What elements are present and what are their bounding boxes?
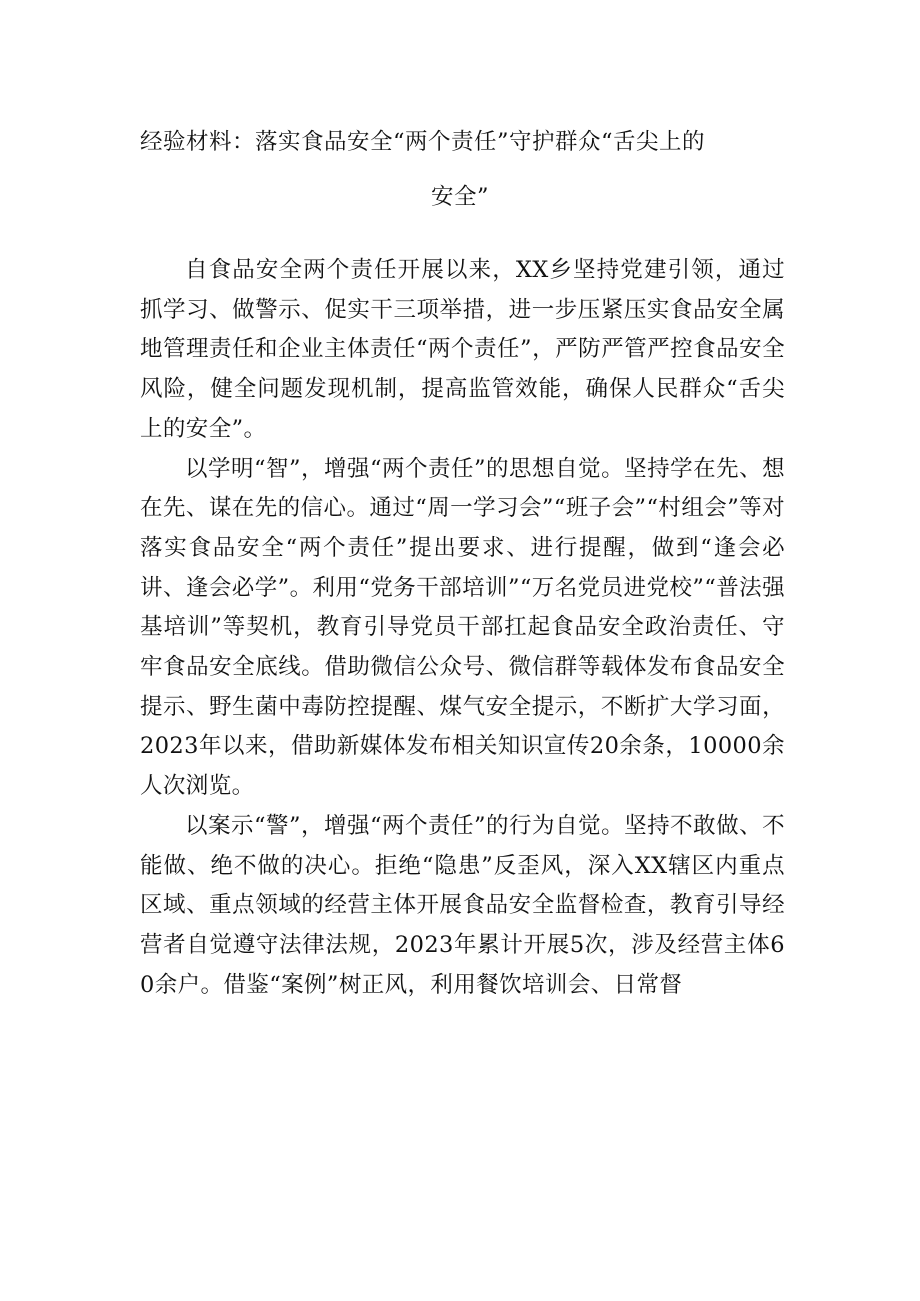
paragraph-intro: 自食品安全两个责任开展以来，XX乡坚持党建引领，通过抓学习、做警示、促实干三项举措，进一步压紧压实食品安全属地管理责任和企业主体责任“两个责任”，严防严管严控食品安全风险，健全问题发现机制，提高监管效能，确保人民群众“舌尖上的安全”。 [140,257,785,442]
document-title-line-1: 经验材料：落实食品安全“两个责任”守护群众“舌尖上的 [140,129,706,155]
paragraph-study: 以学明“智”，增强“两个责任”的思想自觉。坚持学在先、想在先、谋在先的信心。通过“周一学习会”“班子会”“村组会”等对落实食品安全“两个责任”提出要求、进行提醒，做到“逢会必讲、逢会必学”。利用“党务干部培训”“万名党员进党校”“普法强基培训”等契机，教育引导党员干部扛起食品安全政治责任、守牢食品安全底线。借助微信公众号、微信群等载体发布食品安全提示、野生菌中毒防控提醒、煤气安全提示，不断扩大学习面，2023年以来，借助新媒体发布相关知识宣传20余条，10000余人次浏览。 [140,455,785,800]
document-title-line-2: 安全” [430,184,489,210]
paragraph-warning: 以案示“警”，增强“两个责任”的行为自觉。坚持不敢做、不能做、绝不做的决心。拒绝“隐患”反歪风，深入XX辖区内重点区域、重点领域的经营主体开展食品安全监督检查，教育引导经营者自觉遵守法律法规，2023年累计开展5次，涉及经营主体60余户。借鉴“案例”树正风，利用餐饮培训会、日常督 [140,812,785,998]
document-body [140,251,785,1005]
